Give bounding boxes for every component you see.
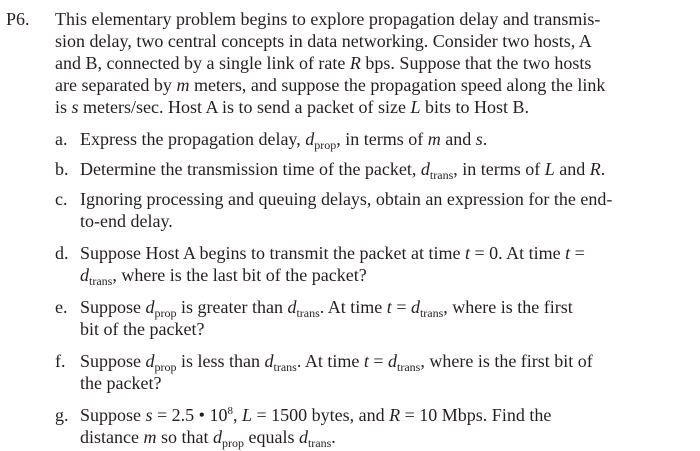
intro-text: bps. Suppose that the two hosts	[360, 53, 592, 73]
intro-line-1	[55, 8, 675, 30]
intro-text: meters, and suppose the propagation speed along the link	[189, 75, 606, 95]
part-letter: a.	[55, 129, 68, 149]
intro-text: are separated by	[55, 75, 177, 95]
part-b	[55, 158, 675, 180]
part-body: Suppose s = 2.5 • $10^8$, L = 1500 bytes, and R = 10 Mbps. Find the distance m so that $d_{prop}$ equals $d_{trans}$.	[80, 405, 552, 450]
part-body: Suppose $d_{prop}$ is greater than $d_{trans}$. At time $t = d_{trans}$, where is the first bit of the packet?	[80, 297, 573, 339]
part-body: Express the propagation delay, $d_{prop}$, in terms of m and s.	[80, 129, 488, 152]
intro-line-2	[55, 30, 675, 52]
intro-text: This elementary problem begins to explore propagation delay and transmis-	[55, 9, 601, 29]
part-body: Ignoring processing and queuing delays, obtain an expression for the end- to-end delay.	[80, 189, 613, 231]
part-letter: d.	[55, 243, 69, 263]
part-d	[55, 242, 675, 286]
intro-text: bits to Host B.	[420, 97, 529, 117]
intro-line-5	[55, 96, 675, 118]
part-f	[55, 350, 675, 394]
part-letter: f.	[55, 351, 66, 371]
intro-line-3	[55, 52, 675, 74]
intro-text: sion delay, two central concepts in data networking. Consider two hosts, A	[55, 31, 592, 51]
part-c	[55, 188, 675, 232]
part-body: Suppose Host A begins to transmit the packet at time t = 0. At time t = $d_{trans}$, where is the last bit of the packet?	[80, 243, 585, 288]
problem-label: P6.	[6, 9, 30, 29]
var-m: m	[176, 75, 190, 95]
part-body: Determine the transmission time of the packet, $d_{trans}$, in terms of L and R.	[80, 159, 606, 182]
intro-text: is	[55, 97, 72, 117]
part-letter: e.	[55, 297, 68, 317]
var-l: L	[410, 97, 421, 117]
part-a	[55, 128, 675, 150]
part-letter: c.	[55, 189, 68, 209]
intro-text: and B, connected by a single link of rate	[55, 53, 350, 73]
part-e	[55, 296, 675, 340]
part-letter: g.	[55, 405, 69, 425]
part-body: Suppose $d_{prop}$ is less than $d_{trans}$. At time $t = d_{trans}$, where is the first bit of the packet?	[80, 351, 593, 393]
part-letter: b.	[55, 159, 69, 179]
var-r: R	[349, 53, 361, 73]
intro-text: meters/sec. Host A is to send a packet of size	[78, 97, 411, 117]
problem-intro	[55, 8, 675, 118]
var-s: s	[71, 97, 79, 117]
part-g	[55, 404, 675, 448]
intro-line-4	[55, 74, 675, 96]
